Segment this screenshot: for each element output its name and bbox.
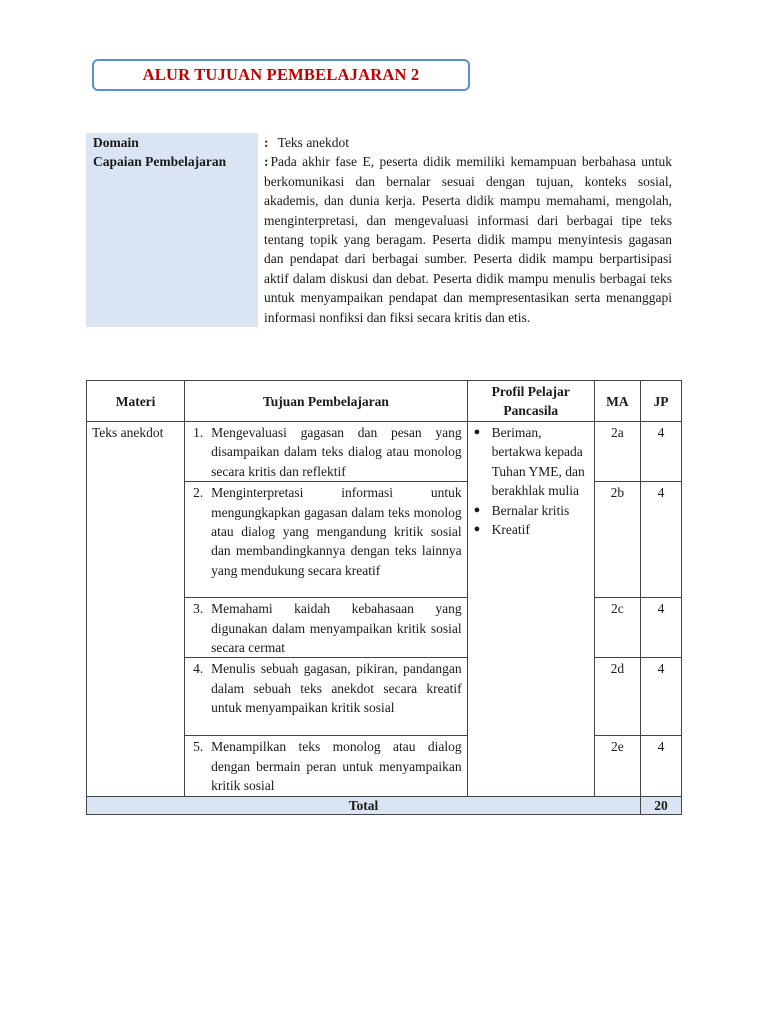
list-item xyxy=(474,423,590,501)
bullet-icon: ● xyxy=(473,426,481,438)
objective-cell xyxy=(185,598,467,658)
objective-number: 2. xyxy=(193,485,204,501)
header-tujuan: Tujuan Pembelajaran xyxy=(185,381,467,422)
profil-cell xyxy=(467,422,594,797)
objective-cell xyxy=(185,422,467,482)
header-jp: JP xyxy=(640,381,681,422)
objective-number: 3. xyxy=(193,601,204,617)
jp-cell: 4 xyxy=(640,422,681,482)
cp-value-cell: : Pada akhir fase E, peserta didik memiliki kemampuan berbahasa untuk berkomunikasi dan bernalar sesuai dengan tujuan, konteks sosial, akademis, dan dunia kerja. Peserta didik mampu memahami, mengolah, menginterpretasi, dan mengevaluasi informasi dari berbagai tipe teks tentang topik yang beragam. Peserta didik mampu menyintesis gagasan dan pendapat dari berbagai sumber. Peserta didik mampu berpartisipasi aktif dalam diskusi dan debat. Peserta didik mampu menulis berbagai teks untuk menyampaikan pendapat dan mempresentasikan serta menanggapi informasi nonfiksi dan fiksi secara kritis dan etis. xyxy=(264,154,672,325)
domain-row xyxy=(86,133,678,152)
domain-value: Teks anekdot xyxy=(277,135,350,150)
total-label: Total xyxy=(87,796,641,814)
table-row xyxy=(87,422,682,482)
learning-objectives-table xyxy=(86,380,682,815)
header-profil: Profil Pelajar Pancasila xyxy=(467,381,594,422)
profil-item-text: Bernalar kritis xyxy=(491,502,570,518)
objective-text: Menulis sebuah gagasan, pikiran, pandangan dalam sebuah teks anekdot secara kreatif untuk menyampaikan kritik sosial xyxy=(211,661,462,716)
domain-value-cell: : Teks anekdot xyxy=(264,135,350,150)
bullet-icon: ● xyxy=(473,503,481,516)
ma-cell: 2e xyxy=(594,736,640,796)
objective-cell xyxy=(185,736,467,796)
objective-text: Mengevaluasi gagasan dan pesan yang disampaikan dalam teks dialog atau monolog secara kritis dan reflektif xyxy=(211,425,462,479)
ma-cell: 2a xyxy=(594,422,640,482)
total-row xyxy=(87,796,682,814)
objective-number: 5. xyxy=(193,739,204,755)
total-value: 20 xyxy=(640,796,681,814)
header-materi: Materi xyxy=(87,381,185,422)
objective-number: 1. xyxy=(193,425,204,440)
table-header-row xyxy=(87,381,682,422)
jp-cell: 4 xyxy=(640,598,681,658)
ma-cell: 2d xyxy=(594,658,640,736)
list-item xyxy=(474,520,590,539)
cp-value: Pada akhir fase E, peserta didik memiliki kemampuan berbahasa untuk berkomunikasi dan bernalar sesuai dengan tujuan, konteks sosial, akademis, dan dunia kerja. Peserta didik mampu memahami, mengolah, menginterpretasi, dan mengevaluasi informasi dari berbagai tipe teks tentang topik yang beragam. Peserta didik mampu menyintesis gagasan dan pendapat dari berbagai sumber. Peserta didik mampu berpartisipasi aktif dalam diskusi dan debat. Peserta didik mampu menulis berbagai teks untuk menyampaikan pendapat dan mempresentasikan serta menanggapi informasi nonfiksi dan fiksi secara kritis dan etis. xyxy=(264,154,672,325)
domain-label: Domain xyxy=(86,133,258,152)
ma-cell: 2c xyxy=(594,598,640,658)
title-box xyxy=(92,59,470,91)
jp-cell: 4 xyxy=(640,658,681,736)
profil-list xyxy=(474,423,590,539)
profil-item-text: Beriman, bertakwa kepada Tuhan YME, dan berakhlak mulia xyxy=(491,425,585,499)
bullet-icon: ● xyxy=(473,523,481,536)
cp-row xyxy=(86,152,678,327)
profil-item-text: Kreatif xyxy=(491,522,530,538)
page-title: ALUR TUJUAN PEMBELAJARAN 2 xyxy=(142,65,420,84)
info-block xyxy=(86,133,678,327)
objective-number: 4. xyxy=(193,661,204,677)
cp-label: Capaian Pembelajaran xyxy=(86,152,258,327)
materi-cell: Teks anekdot xyxy=(87,422,185,797)
ma-cell: 2b xyxy=(594,482,640,598)
list-item xyxy=(474,501,590,520)
objective-text: Menampilkan teks monolog atau dialog dengan bermain peran untuk menyampaikan kritik sosial xyxy=(211,739,462,794)
jp-cell: 4 xyxy=(640,482,681,598)
objective-cell xyxy=(185,482,467,598)
objective-text: Menginterpretasi informasi untuk mengungkapkan gagasan dalam teks monolog atau dialog yang mengandung kritik sosial dan membandingkannya dengan teks lainnya yang mendukung secara kreatif xyxy=(211,485,462,578)
header-ma: MA xyxy=(594,381,640,422)
objective-cell xyxy=(185,658,467,736)
objective-text: Memahami kaidah kebahasaan yang digunakan dalam menyampaikan kritik sosial secara cermat xyxy=(211,601,462,656)
jp-cell: 4 xyxy=(640,736,681,796)
